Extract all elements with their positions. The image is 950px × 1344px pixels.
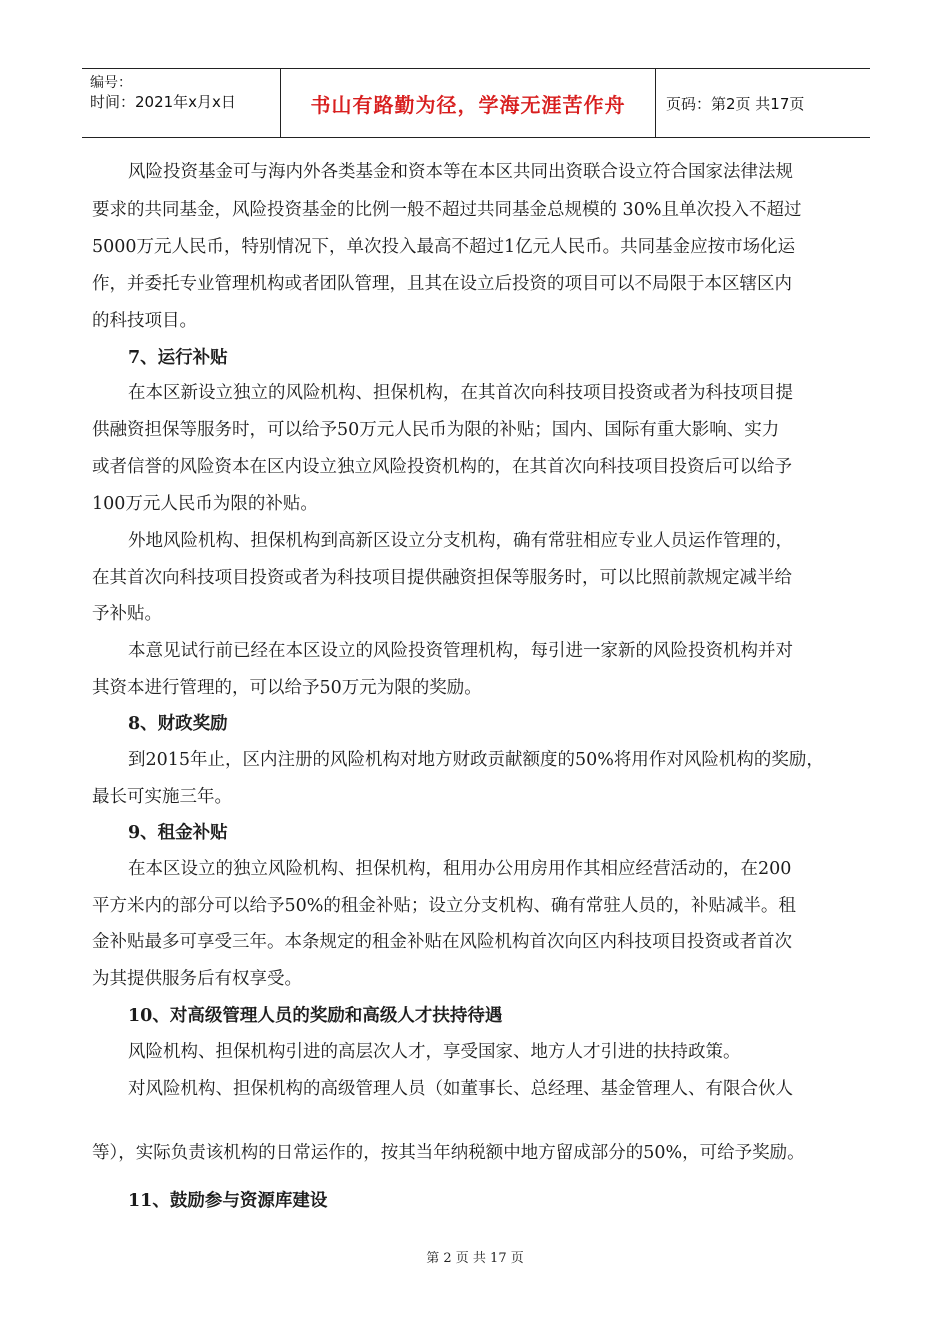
paragraph-line: 在本区新设立独立的风险机构、担保机构，在其首次向科技项目投资或者为科技项目提 (128, 383, 793, 403)
paragraph-line: 平方米内的部分可以给予50%的租金补贴；设立分支机构、确有常驻人员的，补贴减半。租 (92, 896, 796, 916)
page-footer (0, 1247, 950, 1266)
paragraph-line: 在本区设立的独立风险机构、担保机构，租用办公用房用作其相应经营活动的，在200 (128, 859, 792, 879)
paragraph-line: 风险投资基金可与海内外各类基金和资本等在本区共同出资联合设立符合国家法律法规 (128, 162, 793, 182)
paragraph-line: 的科技项目。 (92, 311, 197, 331)
paragraph-line: 100万元人民币为限的补贴。 (92, 494, 318, 514)
document-number: 编号： (90, 75, 132, 91)
paragraph-line: 为其提供服务后有权享受。 (92, 969, 302, 989)
header-motto: 书山有路勤为径，学海无涯苦作舟 (310, 92, 626, 117)
paragraph-line: 或者信誉的风险资本在区内设立独立风险投资机构的，在其首次向科技项目投资后可以给予 (92, 457, 792, 477)
paragraph-line: 对风险机构、担保机构的高级管理人员（如董事长、总经理、基金管理人、有限合伙人 (128, 1079, 793, 1099)
header-page-code: 页码：第2页 共17页 (666, 94, 805, 113)
paragraph-line: 最长可实施三年。 (92, 787, 232, 807)
section-heading: 8、财政奖励 (128, 714, 228, 734)
section-heading: 7、运行补贴 (128, 348, 228, 368)
paragraph-line: 等），实际负责该机构的日常运作的，按其当年纳税额中地方留成部分的50%，可给予奖励。 (92, 1143, 805, 1163)
header-page-cell (656, 69, 870, 137)
paragraph-line: 5000万元人民币，特别情况下，单次投入最高不超过1亿元人民币。共同基金应按市场化运 (92, 237, 796, 257)
paragraph-line: 外地风险机构、担保机构到高新区设立分支机构，确有常驻相应专业人员运作管理的， (128, 531, 793, 551)
paragraph-line: 其资本进行管理的，可以给予50万元为限的奖励。 (92, 678, 482, 698)
document-date: 时间：2021年x月x日 (90, 93, 236, 111)
header-meta-cell (82, 69, 281, 137)
paragraph-line: 风险机构、担保机构引进的高层次人才，享受国家、地方人才引进的扶持政策。 (128, 1042, 741, 1062)
paragraph-line: 本意见试行前已经在本区设立的风险投资管理机构，每引进一家新的风险投资机构并对 (128, 641, 793, 661)
paragraph-line: 予补贴。 (92, 604, 162, 624)
paragraph-line: 到2015年止，区内注册的风险机构对地方财政贡献额度的50%将用作对风险机构的奖励， (128, 750, 824, 770)
page-footer-text: 第 2 页 共 17 页 (426, 1251, 524, 1266)
paragraph-line: 供融资担保等服务时，可以给予50万元人民币为限的补贴；国内、国际有重大影响、实力 (92, 420, 780, 440)
paragraph-line: 金补贴最多可享受三年。本条规定的租金补贴在风险机构首次向区内科技项目投资或者首次 (92, 932, 792, 952)
paragraph-line: 作，并委托专业管理机构或者团队管理，且其在设立后投资的项目可以不局限于本区辖区内 (92, 274, 792, 294)
paragraph-line: 在其首次向科技项目投资或者为科技项目提供融资担保等服务时，可以比照前款规定减半给 (92, 568, 792, 588)
paragraph-line: 要求的共同基金，风险投资基金的比例一般不超过共同基金总规模的 30%且单次投入不超过 (92, 200, 802, 220)
section-heading: 11、鼓励参与资源库建设 (128, 1191, 328, 1211)
section-heading: 10、对高级管理人员的奖励和高级人才扶持待遇 (128, 1006, 503, 1026)
document-header (82, 68, 870, 138)
header-motto-cell (281, 69, 656, 137)
section-heading: 9、租金补贴 (128, 823, 228, 843)
